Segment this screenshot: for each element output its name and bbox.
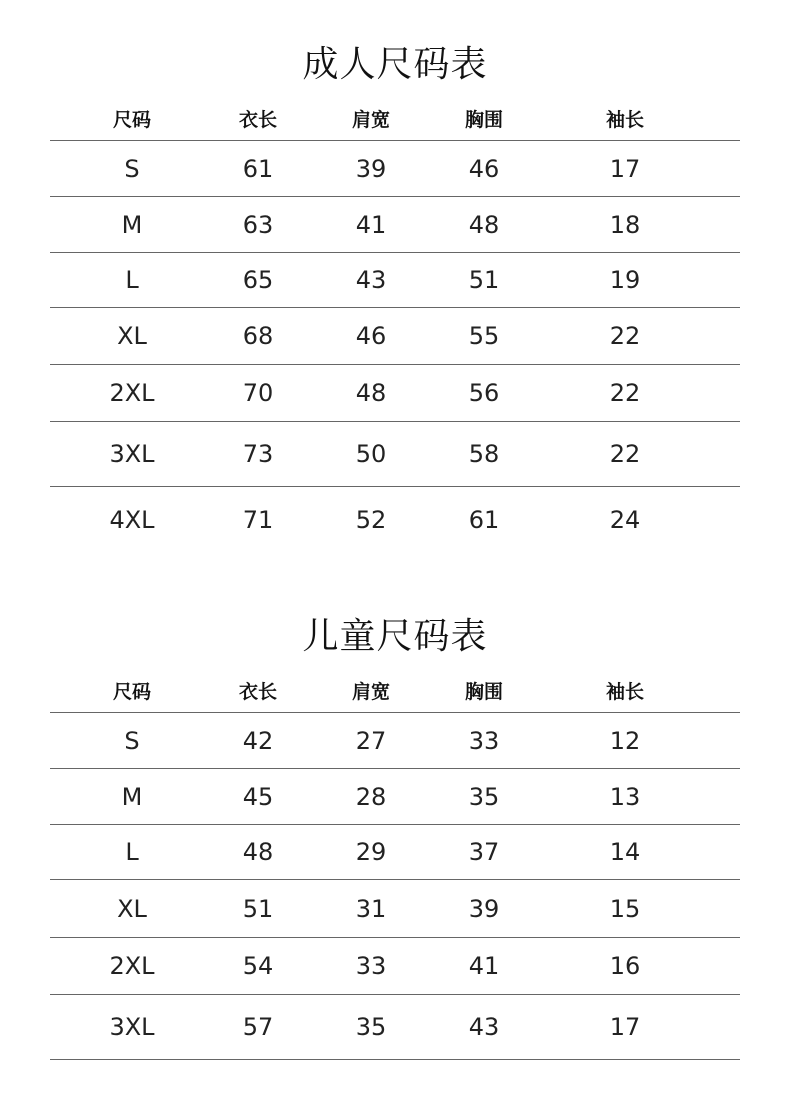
table-row bbox=[50, 995, 740, 1060]
sleeve-cell: 16 bbox=[609, 952, 641, 980]
sleeve-cell: 15 bbox=[609, 894, 641, 923]
chest-cell: 35 bbox=[468, 782, 500, 811]
shoulder-cell: 33 bbox=[355, 952, 387, 980]
chest-cell: 46 bbox=[468, 154, 500, 183]
table-header bbox=[50, 668, 740, 713]
shoulder-cell: 41 bbox=[355, 210, 387, 239]
size-cell: 2XL bbox=[109, 952, 155, 980]
shoulder-cell: 29 bbox=[355, 838, 387, 866]
length-cell: 65 bbox=[242, 266, 274, 294]
header-length: 衣长 bbox=[238, 108, 278, 131]
table-row bbox=[50, 825, 740, 880]
length-cell: 68 bbox=[242, 322, 274, 350]
header-shoulder: 肩宽 bbox=[351, 108, 391, 131]
chest-cell: 58 bbox=[468, 440, 500, 468]
shoulder-cell: 52 bbox=[355, 506, 387, 534]
table-row bbox=[50, 253, 740, 308]
size-cell: S bbox=[124, 726, 140, 755]
chest-cell: 43 bbox=[468, 1013, 500, 1041]
header-length: 衣长 bbox=[238, 680, 278, 703]
table-row bbox=[50, 308, 740, 365]
table-row bbox=[50, 769, 740, 825]
shoulder-cell: 35 bbox=[355, 1013, 387, 1041]
table-row bbox=[50, 487, 740, 553]
chest-cell: 61 bbox=[468, 506, 500, 534]
header-sleeve: 袖长 bbox=[605, 108, 645, 131]
sleeve-cell: 17 bbox=[609, 1013, 641, 1041]
sleeve-cell: 13 bbox=[609, 782, 641, 811]
size-cell: 3XL bbox=[109, 1013, 155, 1041]
chest-cell: 33 bbox=[468, 726, 500, 755]
size-cell: XL bbox=[117, 322, 147, 350]
chest-cell: 56 bbox=[468, 379, 500, 407]
length-cell: 70 bbox=[242, 379, 274, 407]
sleeve-cell: 24 bbox=[609, 506, 641, 534]
size-cell: 3XL bbox=[109, 440, 155, 468]
length-cell: 73 bbox=[242, 440, 274, 468]
length-cell: 71 bbox=[242, 506, 274, 534]
sleeve-cell: 12 bbox=[609, 726, 641, 755]
sleeve-cell: 19 bbox=[609, 266, 641, 294]
adult-size-table bbox=[50, 96, 740, 553]
length-cell: 42 bbox=[242, 726, 274, 755]
length-cell: 51 bbox=[242, 894, 274, 923]
size-cell: 2XL bbox=[109, 379, 155, 407]
sleeve-cell: 14 bbox=[609, 838, 641, 866]
sleeve-cell: 22 bbox=[609, 322, 641, 350]
table-row bbox=[50, 880, 740, 938]
chest-cell: 39 bbox=[468, 894, 500, 923]
sleeve-cell: 22 bbox=[609, 379, 641, 407]
size-cell: L bbox=[125, 838, 139, 866]
size-cell: 4XL bbox=[109, 506, 155, 534]
shoulder-cell: 50 bbox=[355, 440, 387, 468]
shoulder-cell: 28 bbox=[355, 782, 387, 811]
sleeve-cell: 18 bbox=[609, 210, 641, 239]
header-chest: 胸围 bbox=[464, 108, 504, 131]
header-size: 尺码 bbox=[112, 108, 152, 131]
table-row bbox=[50, 141, 740, 197]
chest-cell: 51 bbox=[468, 266, 500, 294]
table-row bbox=[50, 713, 740, 769]
shoulder-cell: 39 bbox=[355, 154, 387, 183]
length-cell: 61 bbox=[242, 154, 274, 183]
length-cell: 57 bbox=[242, 1013, 274, 1041]
sleeve-cell: 22 bbox=[609, 440, 641, 468]
size-cell: M bbox=[121, 782, 143, 811]
length-cell: 45 bbox=[242, 782, 274, 811]
table-row bbox=[50, 197, 740, 253]
header-shoulder: 肩宽 bbox=[351, 680, 391, 703]
table-row bbox=[50, 422, 740, 487]
shoulder-cell: 46 bbox=[355, 322, 387, 350]
child-size-chart-title: 儿童尺码表 bbox=[302, 616, 488, 657]
header-sleeve: 袖长 bbox=[605, 680, 645, 703]
header-chest: 胸围 bbox=[464, 680, 504, 703]
sleeve-cell: 17 bbox=[609, 154, 641, 183]
length-cell: 48 bbox=[242, 838, 274, 866]
size-cell: M bbox=[121, 210, 143, 239]
shoulder-cell: 27 bbox=[355, 726, 387, 755]
size-cell: L bbox=[125, 266, 139, 294]
size-cell: XL bbox=[117, 894, 147, 923]
chest-cell: 55 bbox=[468, 322, 500, 350]
child-size-table bbox=[50, 668, 740, 1060]
chest-cell: 41 bbox=[468, 952, 500, 980]
chest-cell: 37 bbox=[468, 838, 500, 866]
shoulder-cell: 31 bbox=[355, 894, 387, 923]
shoulder-cell: 48 bbox=[355, 379, 387, 407]
chest-cell: 48 bbox=[468, 210, 500, 239]
size-cell: S bbox=[124, 154, 140, 183]
length-cell: 54 bbox=[242, 952, 274, 980]
length-cell: 63 bbox=[242, 210, 274, 239]
table-header bbox=[50, 96, 740, 141]
adult-size-chart-title: 成人尺码表 bbox=[302, 44, 488, 85]
header-size: 尺码 bbox=[112, 680, 152, 703]
shoulder-cell: 43 bbox=[355, 266, 387, 294]
table-row bbox=[50, 938, 740, 995]
table-row bbox=[50, 365, 740, 422]
